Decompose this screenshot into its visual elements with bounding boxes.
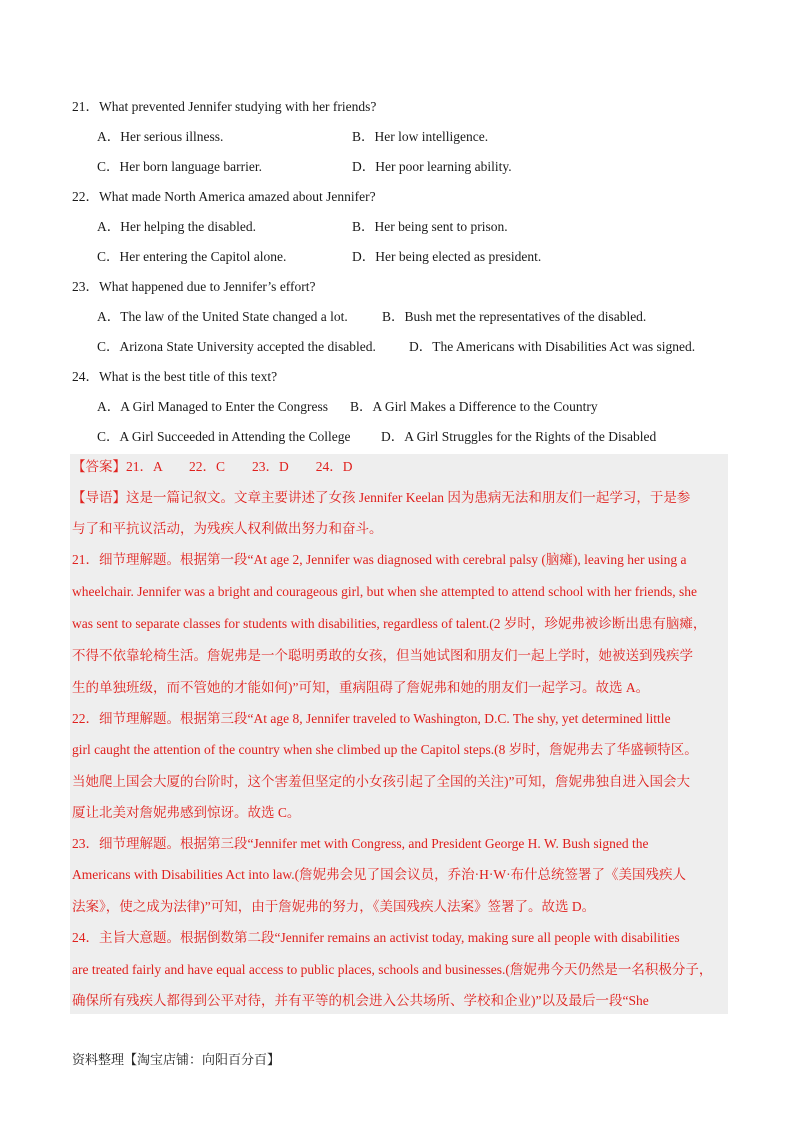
- question-23-option-b: B．Bush met the representatives of the disabled.: [382, 309, 647, 324]
- question-24-option-a: A．A Girl Managed to Enter the Congress: [97, 399, 328, 414]
- page-footer: 资料整理【淘宝店铺：向阳百分百】: [72, 1053, 281, 1068]
- question-23-option-a: A．The law of the United State changed a lot.: [97, 309, 348, 324]
- question-23-option-c: C．Arizona State University accepted the disabled.: [97, 339, 376, 354]
- question-24-stem: 24．What is the best title of this text?: [72, 369, 278, 384]
- answer-line: was sent to separate classes for students with disabilities, regardless of talent.(2 岁时，珍妮弗被诊断出患有脑瘫，: [72, 616, 707, 631]
- question-21-stem: 21．What prevented Jennifer studying with her friends?: [72, 99, 377, 114]
- question-22-option-d: D．Her being elected as president.: [352, 249, 542, 264]
- question-21-option-b: B．Her low intelligence.: [352, 129, 489, 144]
- question-22-option-b: B．Her being sent to prison.: [352, 219, 508, 234]
- question-23-stem: 23．What happened due to Jennifer’s effort?: [72, 279, 316, 294]
- question-21-option-a: A．Her serious illness.: [97, 129, 224, 144]
- question-21-option-d: D．Her poor learning ability.: [352, 159, 512, 174]
- answer-line: 与了和平抗议活动，为残疾人权利做出努力和奋斗。: [72, 521, 383, 536]
- question-24-option-c: C．A Girl Succeeded in Attending the College: [97, 429, 351, 444]
- question-24-option-b: B．A Girl Makes a Difference to the Country: [350, 399, 598, 414]
- question-24-option-d: D．A Girl Struggles for the Rights of the Disabled: [381, 429, 657, 444]
- question-21-option-c: C．Her born language barrier.: [97, 159, 262, 174]
- answer-line: wheelchair. Jennifer was a bright and courageous girl, but when she attempted to attend school with her friends, she: [72, 584, 697, 599]
- answer-line: 厦让北美对詹妮弗感到惊讶。故选 C。: [72, 805, 301, 820]
- question-23-option-d: D．The Americans with Disabilities Act was signed.: [409, 339, 696, 354]
- answer-line: 22．细节理解题。根据第三段“At age 8, Jennifer traveled to Washington, D.C. The shy, yet determined little: [72, 711, 671, 726]
- answer-line: 【导语】这是一篇记叙文。文章主要讲述了女孩 Jennifer Keelan 因为患病无法和朋友们一起学习，于是参: [72, 490, 691, 505]
- answer-line: 23．细节理解题。根据第三段“Jennifer met with Congress, and President George H. W. Bush signed the: [72, 836, 649, 851]
- answer-line: girl caught the attention of the country when she climbed up the Capitol steps.(8 岁时，詹妮弗去了华盛顿特区。: [72, 742, 698, 757]
- question-22-option-a: A．Her helping the disabled.: [97, 219, 256, 234]
- question-22-stem: 22．What made North America amazed about Jennifer?: [72, 189, 376, 204]
- answer-key: 【答案】21．A 22．C 23．D 24．D: [72, 459, 353, 474]
- answer-line: 不得不依靠轮椅生活。詹妮弗是一个聪明勇敢的女孩，但当她试图和朋友们一起上学时，她被送到残疾学: [72, 648, 693, 663]
- answer-line: 确保所有残疾人都得到公平对待，并有平等的机会进入公共场所、学校和企业)”以及最后一段“She: [72, 993, 649, 1008]
- answer-line: Americans with Disabilities Act into law.(詹妮弗会见了国会议员，乔治·H·W·布什总统签署了《美国残疾人: [72, 867, 687, 882]
- question-22-option-c: C．Her entering the Capitol alone.: [97, 249, 287, 264]
- answer-line: 法案》，使之成为法律)”可知，由于詹妮弗的努力，《美国残疾人法案》签署了。故选 D。: [72, 899, 596, 914]
- answer-line: are treated fairly and have equal access to public places, schools and businesses.(詹妮弗今天仍然是一名积极分子，: [72, 962, 713, 977]
- answer-line: 当她爬上国会大厦的台阶时，这个害羞但坚定的小女孩引起了全国的关注)”可知，詹妮弗独自进入国会大: [72, 774, 690, 789]
- answer-line: 生的单独班级，而不管她的才能如何)”可知，重病阻碍了詹妮弗和她的朋友们一起学习。故选 A。: [72, 680, 650, 695]
- answer-line: 21．细节理解题。根据第一段“At age 2, Jennifer was diagnosed with cerebral palsy (脑瘫), leaving her using a: [72, 552, 687, 567]
- answer-line: 24．主旨大意题。根据倒数第二段“Jennifer remains an activist today, making sure all people with disabilities: [72, 930, 680, 945]
